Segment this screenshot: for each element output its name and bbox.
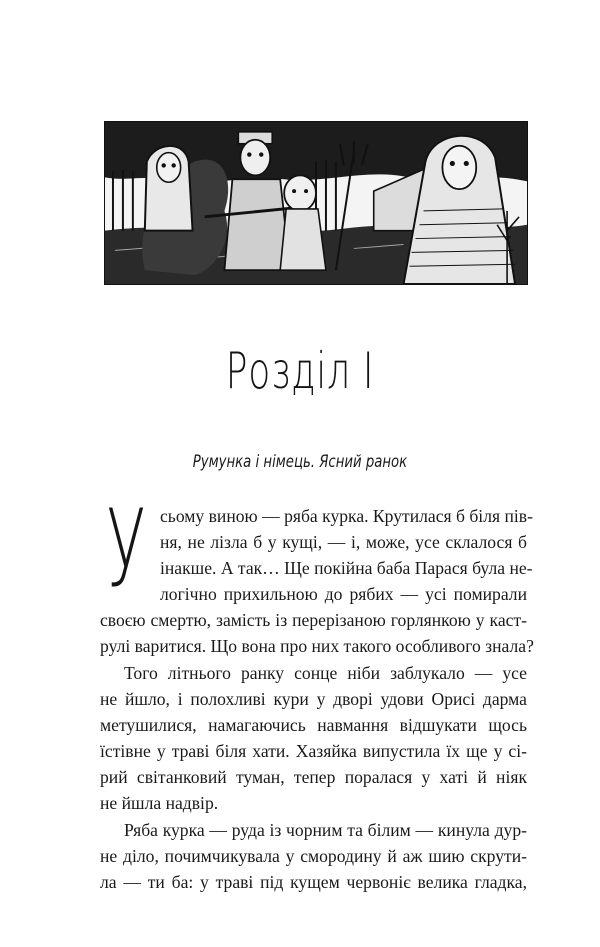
text-line: не йшло, і полохливі кури у дворі удови Орисі дарма <box>100 689 527 709</box>
chapter-illustration <box>104 121 528 285</box>
village-scene-drawing <box>105 122 527 284</box>
text-line: їстівне у траві біля хати. Хазяйка випустила їх ще у сі- <box>100 741 527 761</box>
text-line: рий світанковий туман, тепер поралася у хаті й ніяк <box>100 767 527 787</box>
text-line: інакше. А так… Ще покійна баба Парася була не- <box>160 558 533 578</box>
text-line: логічно прихильною до рябих — усі помирали <box>160 584 527 604</box>
text-line: сьому виною — ряба курка. Крутилася б біля пів- <box>160 506 533 526</box>
text-line: не йшла надвір. <box>100 793 219 813</box>
text-line: Того літнього ранку сонце ніби заблукало — усе <box>124 663 527 683</box>
chapter-title: Розділ I <box>225 342 375 400</box>
drop-cap-letter: У <box>106 487 147 610</box>
chapter-subtitle: Румунка і німець. Ясний ранок <box>192 452 408 472</box>
text-line: рулі варитися. Що вона про них такого особливого знала? <box>100 636 534 656</box>
text-line: метушилися, намагаючись навмання відшукати щось <box>100 715 527 735</box>
text-line: Ряба курка — руда із чорним та білим — кинула дур- <box>124 820 527 840</box>
text-line: не діло, почимчикувала у смородину й аж шию скрути- <box>100 846 527 866</box>
text-line: своєю смертю, замість із перерізаною горлянкою у каст- <box>100 610 527 630</box>
text-line: ня, не лізла б у кущі, — і, може, усе склалося б <box>160 532 527 552</box>
text-line: ла — ти ба: у траві під кущем червоніє велика гладка, <box>100 872 527 892</box>
